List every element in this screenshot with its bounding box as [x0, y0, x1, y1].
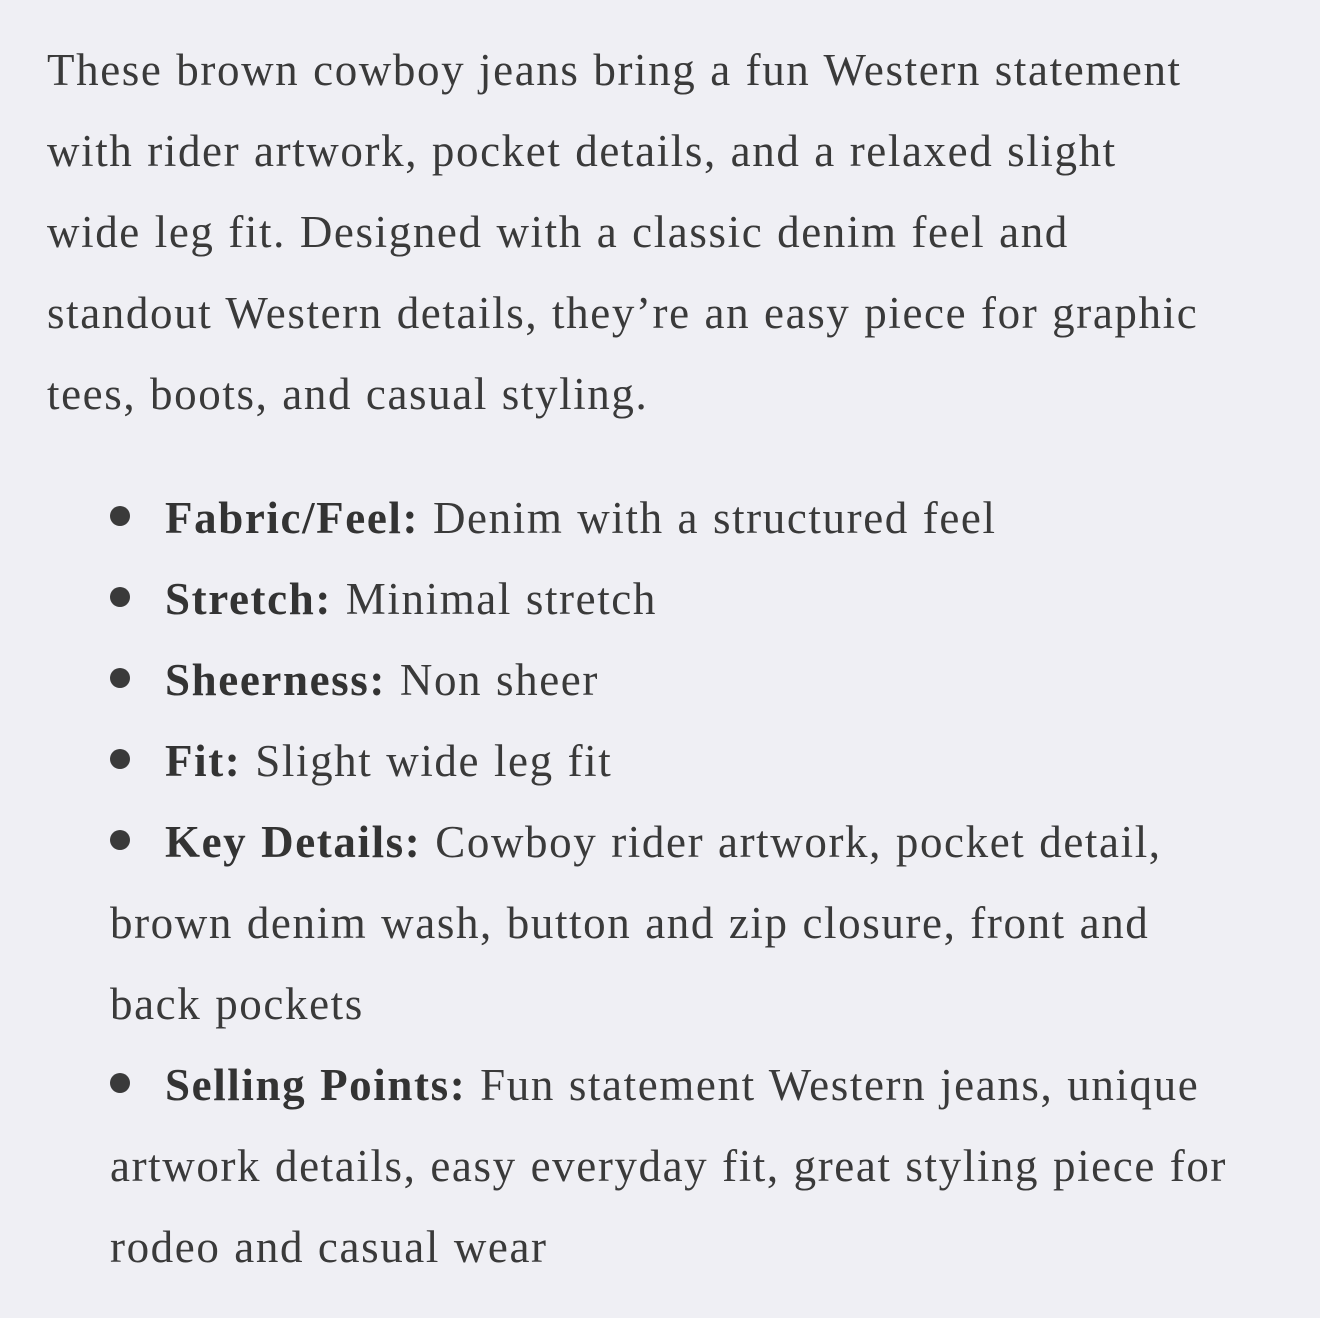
detail-value: Cowboy rider artwork, pocket detail, — [435, 817, 1162, 867]
bullet-dot-icon — [110, 830, 130, 850]
intro-line-5: tees, boots, and casual styling. — [47, 369, 649, 419]
detail-value: Denim with a structured feel — [432, 493, 997, 543]
detail-continuation: rodeo and casual wear — [110, 1222, 548, 1272]
product-details-list — [110, 478, 1300, 1288]
detail-continuation: artwork details, easy everyday fit, great styling piece for — [110, 1141, 1228, 1191]
detail-item-key-details — [110, 802, 1300, 1045]
detail-value: Fun statement Western jeans, unique — [480, 1060, 1200, 1110]
intro-line-1: These brown cowboy jeans bring a fun Western statement — [47, 45, 1182, 95]
detail-label: Sheerness: — [165, 655, 386, 705]
detail-item-fit — [110, 721, 1300, 802]
bullet-dot-icon — [110, 668, 130, 688]
detail-item-fabric-feel — [110, 478, 1300, 559]
detail-item-sheerness — [110, 640, 1300, 721]
bullet-dot-icon — [110, 1073, 130, 1093]
detail-continuation: brown denim wash, button and zip closure, front and — [110, 898, 1150, 948]
bullet-dot-icon — [110, 587, 130, 607]
intro-line-2: with rider artwork, pocket details, and a relaxed slight — [47, 126, 1117, 176]
detail-label: Key Details: — [165, 817, 422, 867]
detail-value: Minimal stretch — [345, 574, 657, 624]
detail-value: Slight wide leg fit — [255, 736, 613, 786]
detail-continuation: back pockets — [110, 979, 364, 1029]
detail-label: Fabric/Feel: — [165, 493, 420, 543]
detail-value: Non sheer — [399, 655, 599, 705]
bullet-dot-icon — [110, 749, 130, 769]
bullet-dot-icon — [110, 506, 130, 526]
detail-label: Stretch: — [165, 574, 332, 624]
detail-label: Selling Points: — [165, 1060, 467, 1110]
intro-line-3: wide leg fit. Designed with a classic denim feel and — [47, 207, 1069, 257]
detail-label: Fit: — [165, 736, 242, 786]
detail-item-selling-points — [110, 1045, 1300, 1288]
detail-item-stretch — [110, 559, 1300, 640]
product-description-intro — [47, 30, 1287, 435]
intro-line-4: standout Western details, they’re an easy piece for graphic — [47, 288, 1199, 338]
